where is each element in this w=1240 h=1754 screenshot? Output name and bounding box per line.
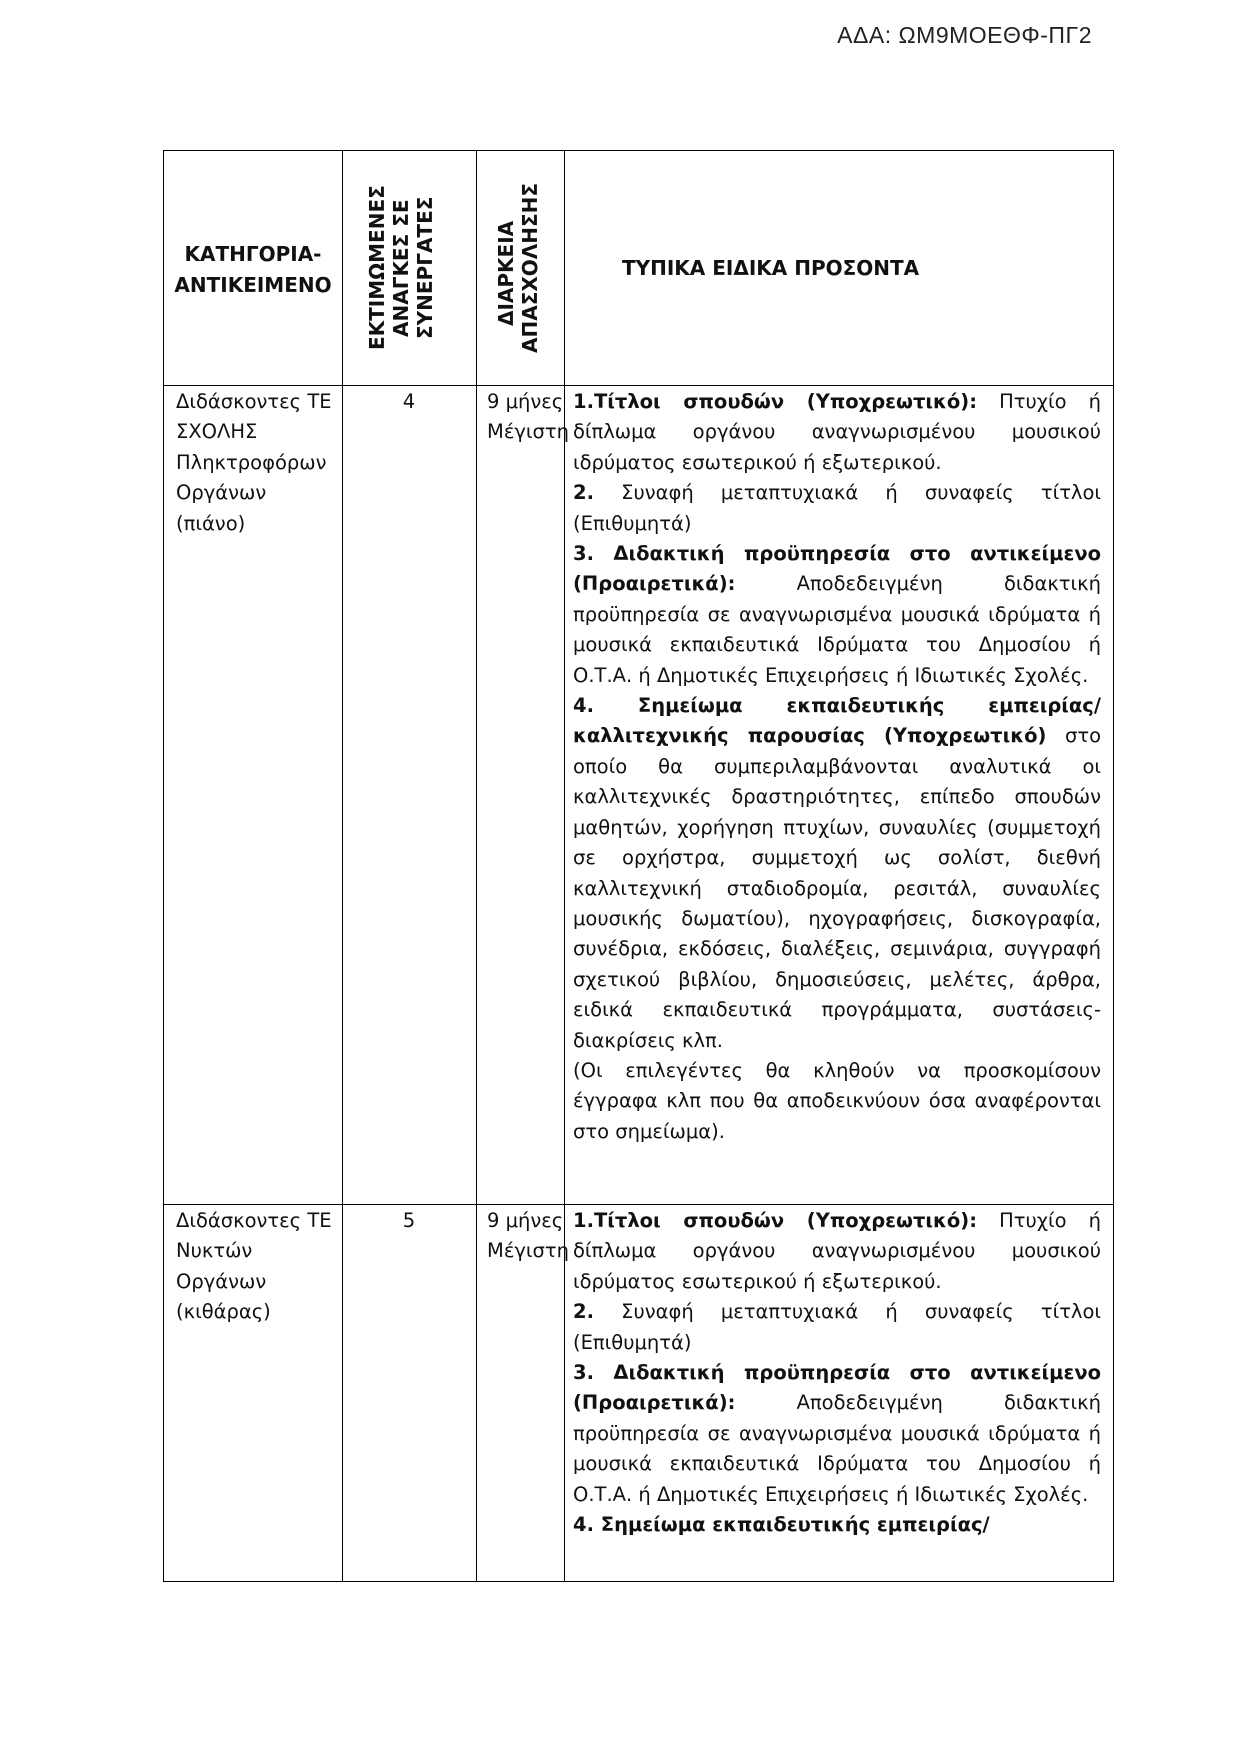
qualification-item: 2. Συναφή μεταπτυχιακά ή συναφείς τίτλοι (Επιθυμητά)	[573, 481, 1102, 535]
row-category: Διδάσκοντες ΤΕ Νυκτών Οργάνων (κιθάρας)	[176, 1209, 332, 1324]
ada-code: ΑΔΑ: ΩΜ9ΜΟΕΘΦ-ΠΓ2	[837, 22, 1092, 48]
header-needs: ΕΚΤΙΜΩΜΕΝΕΣ ΑΝΑΓΚΕΣ ΣΕ ΣΥΝΕΡΓΑΤΕΣ	[365, 185, 437, 351]
qualifications-table	[163, 150, 1114, 1582]
row-duration: 9 μήνες Μέγιστη	[487, 390, 569, 444]
qualification-item: 4. Σημείωμα εκπαιδευτικής εμπειρίας/	[573, 1513, 990, 1537]
row-qualifications	[573, 1206, 1101, 1540]
column-divider	[476, 151, 477, 1581]
qualification-item: 3. Διδακτική προϋπηρεσία στο αντικείμενο (Προαιρετικά): Αποδεδειγμένη διδακτική προϋπηρεσία σε αναγνωρισμένα μουσικά ιδρύματα ή μουσικά εκπαιδευτικά Ιδρύματα του Δημοσίου ή Ο.Τ.Α. ή Δημοτικές Επιχειρήσεις ή Ιδιωτικές Σχολές.	[573, 1361, 1101, 1506]
row-needs: 5	[402, 1209, 416, 1232]
row-duration: 9 μήνες Μέγιστη	[487, 1209, 569, 1263]
qualification-item: 1.Τίτλοι σπουδών (Υποχρεωτικό): Πτυχίο ή δίπλωμα οργάνου αναγνωρισμένου μουσικού ιδρύματος εσωτερικού ή εξωτερικού.	[573, 390, 1101, 474]
header-qualifications: ΤΥΠΙΚΑ ΕΙΔΙΚΑ ΠΡΟΣΟΝΤΑ	[622, 256, 920, 280]
row-category: Διδάσκοντες ΤΕ ΣΧΟΛΗΣ Πληκτροφόρων Οργάνων (πιάνο)	[176, 390, 332, 535]
header-duration: ΔΙΑΡΚΕΙΑ ΑΠΑΣΧΟΛΗΣΗΣ	[494, 182, 542, 353]
qualification-item: 4. Σημείωμα εκπαιδευτικής εμπειρίας/ καλλιτεχνικής παρουσίας (Υποχρεωτικό) στο οποίο θα συμπεριλαμβάνονται αναλυτικά οι καλλιτεχνικές δραστηριότητες, επίπεδο σπουδών μαθητών, χορήγηση πτυχίων, συναυλίες (συμμετοχή σε ορχήστρα, συμμετοχή ως σολίστ, διεθνή καλλιτεχνική σταδιοδρομία, ρεσιτάλ, συναυλίες μουσικής δωματίου), ηχογραφήσεις, δισκογραφία, συνέδρια, εκδόσεις, διαλέξεις, σεμινάρια, συγγραφή σχετικού βιβλίου, δημοσιεύσεις, μελέτες, άρθρα, ειδικά εκπαιδευτικά προγράμματα, συστάσεις-διακρίσεις κλπ.	[573, 694, 1101, 1052]
column-divider	[564, 151, 565, 1581]
qualification-item: 2. Συναφή μεταπτυχιακά ή συναφείς τίτλοι (Επιθυμητά)	[573, 1300, 1102, 1354]
header-category: ΚΑΤΗΓΟΡΙΑ-ΑΝΤΙΚΕΙΜΕΝΟ	[174, 242, 332, 297]
qualification-item: 1.Τίτλοι σπουδών (Υποχρεωτικό): Πτυχίο ή δίπλωμα οργάνου αναγνωρισμένου μουσικού ιδρύματος εσωτερικού ή εξωτερικού.	[573, 1209, 1101, 1293]
row-qualifications	[573, 387, 1101, 1147]
qualification-item: 3. Διδακτική προϋπηρεσία στο αντικείμενο (Προαιρετικά): Αποδεδειγμένη διδακτική προϋπηρεσία σε αναγνωρισμένα μουσικά ιδρύματα ή μουσικά εκπαιδευτικά Ιδρύματα του Δημοσίου ή Ο.Τ.Α. ή Δημοτικές Επιχειρήσεις ή Ιδιωτικές Σχολές.	[573, 542, 1101, 687]
header-divider	[164, 385, 1113, 386]
column-divider	[342, 151, 343, 1581]
qualification-note: (Οι επιλεγέντες θα κληθούν να προσκομίσουν έγγραφα κλπ που θα αποδεικνύουν όσα αναφέρονται στο σημείωμα).	[573, 1058, 1101, 1143]
row-needs: 4	[402, 390, 416, 413]
row-divider	[164, 1204, 1113, 1205]
